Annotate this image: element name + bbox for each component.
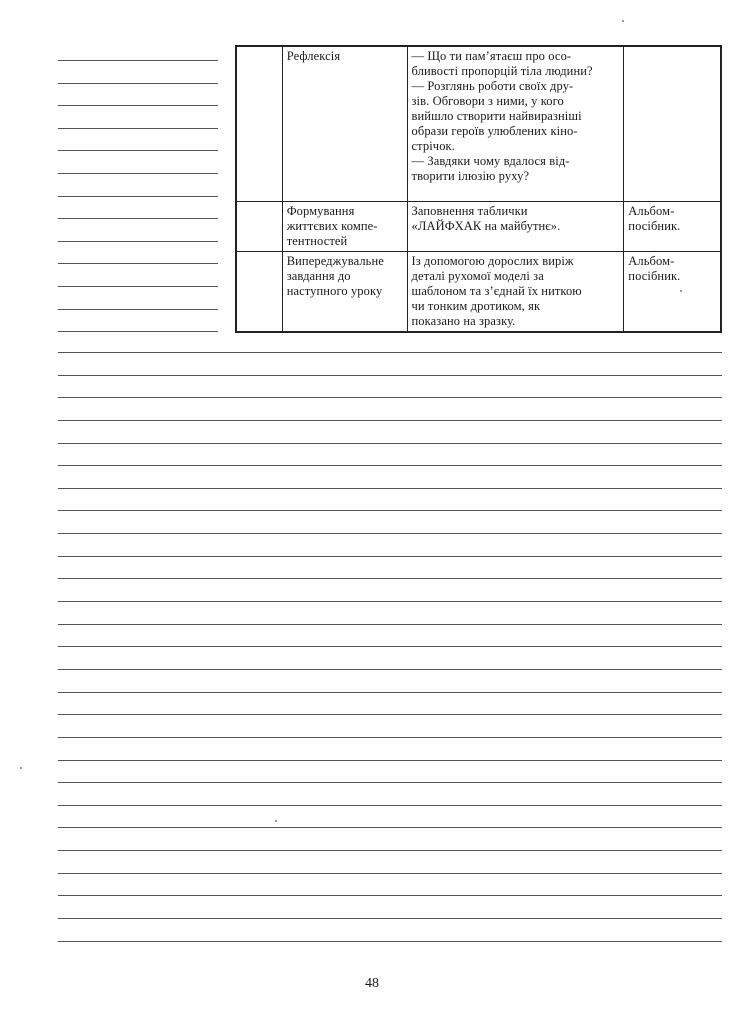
resource-line: посібник.	[628, 269, 681, 283]
writing-line	[58, 624, 722, 625]
print-speck	[680, 290, 682, 292]
writing-line	[58, 646, 722, 647]
writing-line	[58, 556, 722, 557]
long-note-lines	[58, 352, 722, 963]
resource-cell	[624, 46, 721, 202]
writing-line	[58, 60, 218, 61]
stage-line: Формування	[286, 204, 355, 218]
activity-line: чи тонким дротиком, як	[411, 299, 541, 313]
activity-line: образи героїв улюблених кіно-	[411, 124, 578, 138]
writing-line	[58, 601, 722, 602]
stage-line: тентностей	[286, 234, 348, 248]
stage-line: життєвих компе-	[286, 219, 378, 233]
resource-cell	[624, 252, 721, 333]
writing-line	[58, 737, 722, 738]
table-row	[236, 202, 721, 252]
writing-line	[58, 714, 722, 715]
stage-line: завдання до	[286, 269, 351, 283]
writing-line	[58, 669, 722, 670]
writing-line	[58, 805, 722, 806]
writing-line	[58, 782, 722, 783]
writing-line	[58, 873, 722, 874]
writing-line	[58, 105, 218, 106]
writing-line	[58, 760, 722, 761]
writing-line	[58, 263, 218, 264]
writing-line	[58, 397, 722, 398]
activity-line: стрічок.	[411, 139, 455, 153]
activity-line: — Завдяки чому вдалося від-	[411, 154, 570, 168]
activity-line: Заповнення таблички	[411, 204, 528, 218]
writing-line	[58, 692, 722, 693]
writing-line	[58, 465, 722, 466]
writing-line	[58, 941, 722, 942]
writing-line	[58, 218, 218, 219]
writing-line	[58, 827, 722, 828]
short-note-lines	[58, 60, 218, 354]
resource-line: Альбом-	[628, 204, 675, 218]
writing-line	[58, 286, 218, 287]
writing-line	[58, 196, 218, 197]
resource-cell	[624, 202, 721, 252]
activity-line: бливості пропорцій тіла людини?	[411, 64, 593, 78]
table-row	[236, 46, 721, 202]
print-speck	[622, 20, 624, 22]
writing-line	[58, 241, 218, 242]
stage-cell	[282, 46, 407, 202]
writing-line	[58, 578, 722, 579]
writing-line	[58, 895, 722, 896]
blank-cell	[236, 46, 282, 202]
writing-line	[58, 488, 722, 489]
activity-line: — Що ти пам’ятаєш про осо-	[411, 49, 572, 63]
activity-line: вийшло створити найвиразніші	[411, 109, 582, 123]
stage-line: Випереджувальне	[286, 254, 384, 268]
stage-line: Рефлексія	[286, 49, 341, 63]
writing-line	[58, 331, 218, 332]
page-number: 48	[365, 976, 379, 991]
activity-line: шаблоном та з’єднай їх ниткою	[411, 284, 582, 298]
table-row	[236, 252, 721, 333]
writing-line	[58, 533, 722, 534]
print-speck	[20, 767, 22, 769]
activity-cell	[407, 202, 624, 252]
resource-line: посібник.	[628, 219, 681, 233]
activity-line: творити ілюзію руху?	[411, 169, 530, 183]
stage-cell	[282, 252, 407, 333]
writing-line	[58, 850, 722, 851]
activity-line: — Розглянь роботи своїх дру-	[411, 79, 574, 93]
writing-line	[58, 510, 722, 511]
writing-line	[58, 918, 722, 919]
writing-line	[58, 128, 218, 129]
writing-line	[58, 443, 722, 444]
writing-line	[58, 420, 722, 421]
writing-line	[58, 309, 218, 310]
writing-line	[58, 83, 218, 84]
activity-line: деталі рухомої моделі за	[411, 269, 544, 283]
writing-line	[58, 352, 722, 353]
activity-line: Із допомогою дорослих виріж	[411, 254, 574, 268]
lesson-table	[235, 45, 722, 333]
writing-line	[58, 375, 722, 376]
activity-cell	[407, 46, 624, 202]
print-speck	[275, 820, 277, 822]
activity-cell	[407, 252, 624, 333]
stage-line: наступного уроку	[286, 284, 383, 298]
blank-cell	[236, 252, 282, 333]
writing-line	[58, 173, 218, 174]
activity-line: «ЛАЙФХАК на майбутнє».	[411, 219, 561, 233]
blank-cell	[236, 202, 282, 252]
resource-line: Альбом-	[628, 254, 675, 268]
writing-line	[58, 150, 218, 151]
activity-line: показано на зразку.	[411, 314, 516, 328]
stage-cell	[282, 202, 407, 252]
activity-line: зів. Обговори з ними, у кого	[411, 94, 564, 108]
